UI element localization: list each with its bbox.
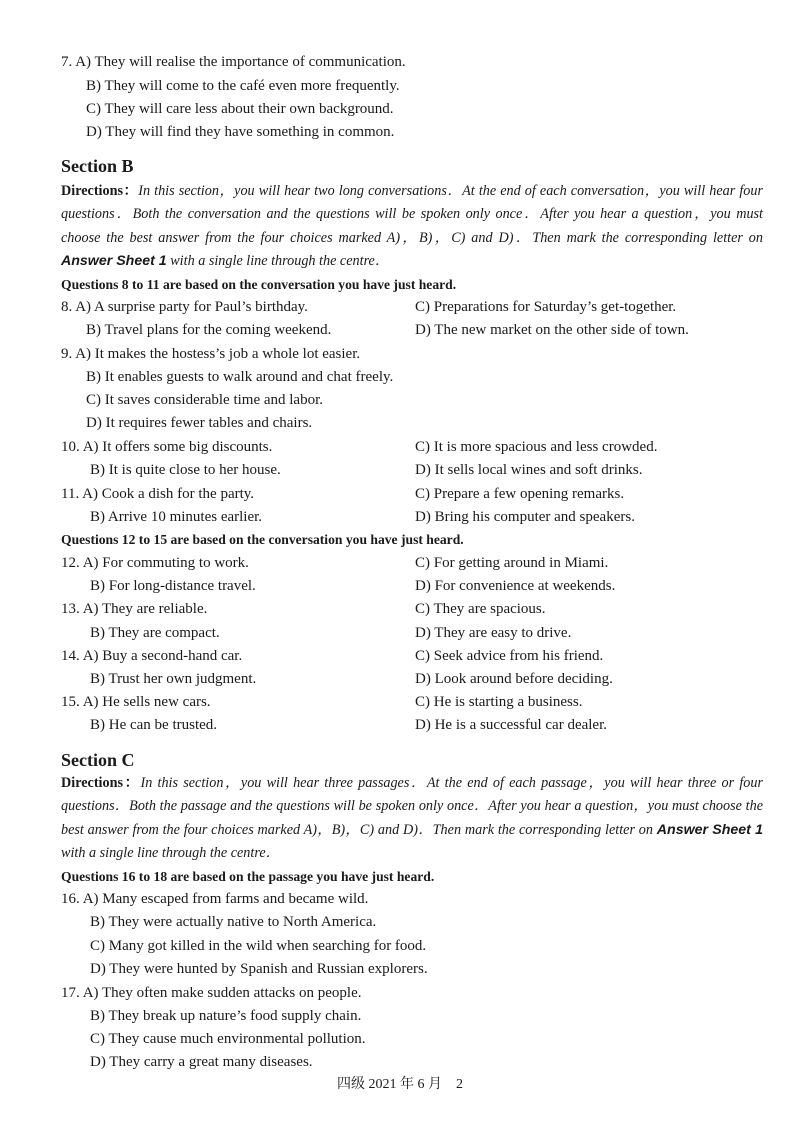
question-15-option-b: B) He can be trusted. [90, 717, 218, 733]
option-text: A) It offers some big discounts. [82, 439, 273, 455]
question-number: 7. [61, 54, 73, 70]
question-7-option-a [61, 52, 406, 72]
option-text: A) It makes the hostess’s job a whole lot easier. [75, 346, 361, 362]
question-10-option-a [61, 437, 272, 457]
question-11-option-a [61, 484, 254, 504]
option-text: A) For commuting to work. [82, 555, 249, 571]
question-13-option-c: C) They are spacious. [415, 601, 546, 617]
question-8-option-a [61, 297, 308, 317]
option-text: A) He sells new cars. [82, 694, 211, 710]
question-13-option-d: D) They are easy to drive. [415, 625, 572, 641]
directions-text-end: with a single line through the centre． [166, 253, 390, 270]
option-text: A) They often make sudden attacks on people. [82, 985, 362, 1001]
question-17-option-a [61, 983, 362, 1003]
question-15-option-c: C) He is starting a business. [415, 694, 583, 710]
question-number: 8. [61, 299, 73, 315]
question-11-option-d: D) Bring his computer and speakers. [415, 509, 635, 525]
question-8-option-b: B) Travel plans for the coming weekend. [86, 322, 332, 338]
question-7-option-c: C) They will care less about their own background. [86, 101, 394, 117]
question-number: 12. [61, 555, 80, 571]
question-16-option-c: C) Many got killed in the wild when searching for food. [90, 938, 427, 954]
question-10-option-b: B) It is quite close to her house. [90, 462, 281, 478]
question-12-option-a [61, 553, 249, 573]
option-text: A) A surprise party for Paul’s birthday. [75, 299, 308, 315]
option-text: A) Many escaped from farms and became wild. [82, 891, 369, 907]
question-15-option-a [61, 692, 211, 712]
directions-text-end: with a single line through the centre． [61, 845, 280, 862]
option-text: A) They will realise the importance of communication. [75, 54, 406, 70]
question-14-option-c: C) Seek advice from his friend. [415, 648, 604, 664]
question-8-option-c: C) Preparations for Saturday’s get-together. [415, 299, 677, 315]
question-12-option-c: C) For getting around in Miami. [415, 555, 609, 571]
question-12-option-d: D) For convenience at weekends. [415, 578, 616, 594]
question-11-option-c: C) Prepare a few opening remarks. [415, 486, 625, 502]
question-10-option-d: D) It sells local wines and soft drinks. [415, 462, 643, 478]
question-7-option-d: D) They will find they have something in common. [86, 124, 395, 140]
question-12-option-b: B) For long-distance travel. [90, 578, 256, 594]
question-9-option-a [61, 344, 360, 364]
questions-16-18-header: Questions 16 to 18 are based on the passage you have just heard. [61, 869, 435, 884]
question-14-option-d: D) Look around before deciding. [415, 671, 613, 687]
question-number: 10. [61, 439, 80, 455]
directions-label: Directions： [61, 775, 141, 791]
question-17-option-c: C) They cause much environmental pollution. [90, 1031, 366, 1047]
question-number: 9. [61, 346, 73, 362]
option-text: A) They are reliable. [82, 601, 208, 617]
question-number: 14. [61, 648, 80, 664]
question-9-option-c: C) It saves considerable time and labor. [86, 392, 324, 408]
directions-text: In this section，you will hear three passages．At the end of each passage，you will hear three or four questions．Both the passage and the questions will be spoken only once．After you hear a question，you must choose the best answer from the four choices marked A)，B)，C) and D)．Then mark the corresponding letter on [61, 775, 763, 838]
question-16-option-d: D) They were hunted by Spanish and Russian explorers. [90, 961, 428, 977]
directions-text: In this section，you will hear two long conversations．At the end of each conversation，you will hear four questions．Both the conversation and the questions will be spoken only once．After you hear a question，you must choose the best answer from the four choices marked A)，B)，C) and D)．Then mark the corresponding letter on [61, 183, 763, 246]
question-9-option-d: D) It requires fewer tables and chairs. [86, 415, 313, 431]
questions-12-15-header: Questions 12 to 15 are based on the conversation you have just heard. [61, 532, 464, 547]
question-number: 13. [61, 601, 80, 617]
question-10-option-c: C) It is more spacious and less crowded. [415, 439, 658, 455]
question-17-option-b: B) They break up nature’s food supply chain. [90, 1008, 362, 1024]
question-number: 15. [61, 694, 80, 710]
directions-label: Directions： [61, 183, 139, 199]
question-9-option-b: B) It enables guests to walk around and chat freely. [86, 369, 394, 385]
section-c-directions [61, 772, 763, 866]
question-16-option-b: B) They were actually native to North America. [90, 914, 377, 930]
page-footer: 四级 2021 年 6 月 2 [337, 1077, 463, 1092]
question-14-option-a [61, 646, 242, 666]
question-15-option-d: D) He is a successful car dealer. [415, 717, 607, 733]
section-c-title: Section C [61, 750, 135, 770]
section-b-title: Section B [61, 156, 134, 176]
answer-sheet-label: Answer Sheet 1 [656, 821, 763, 838]
question-16-option-a [61, 889, 368, 909]
question-11-option-b: B) Arrive 10 minutes earlier. [90, 509, 263, 525]
question-number: 17. [61, 985, 80, 1001]
answer-sheet-label: Answer Sheet 1 [61, 253, 167, 270]
question-number: 11. [61, 486, 80, 502]
question-7-option-b: B) They will come to the café even more frequently. [86, 78, 400, 94]
option-text: A) Cook a dish for the party. [82, 486, 255, 502]
questions-8-11-header: Questions 8 to 11 are based on the conversation you have just heard. [61, 277, 457, 292]
question-13-option-a [61, 599, 207, 619]
question-8-option-d: D) The new market on the other side of town. [415, 322, 689, 338]
question-17-option-d: D) They carry a great many diseases. [90, 1054, 313, 1070]
question-13-option-b: B) They are compact. [90, 625, 220, 641]
option-text: A) Buy a second-hand car. [82, 648, 243, 664]
question-14-option-b: B) Trust her own judgment. [90, 671, 257, 687]
question-number: 16. [61, 891, 80, 907]
section-b-directions [61, 180, 763, 274]
